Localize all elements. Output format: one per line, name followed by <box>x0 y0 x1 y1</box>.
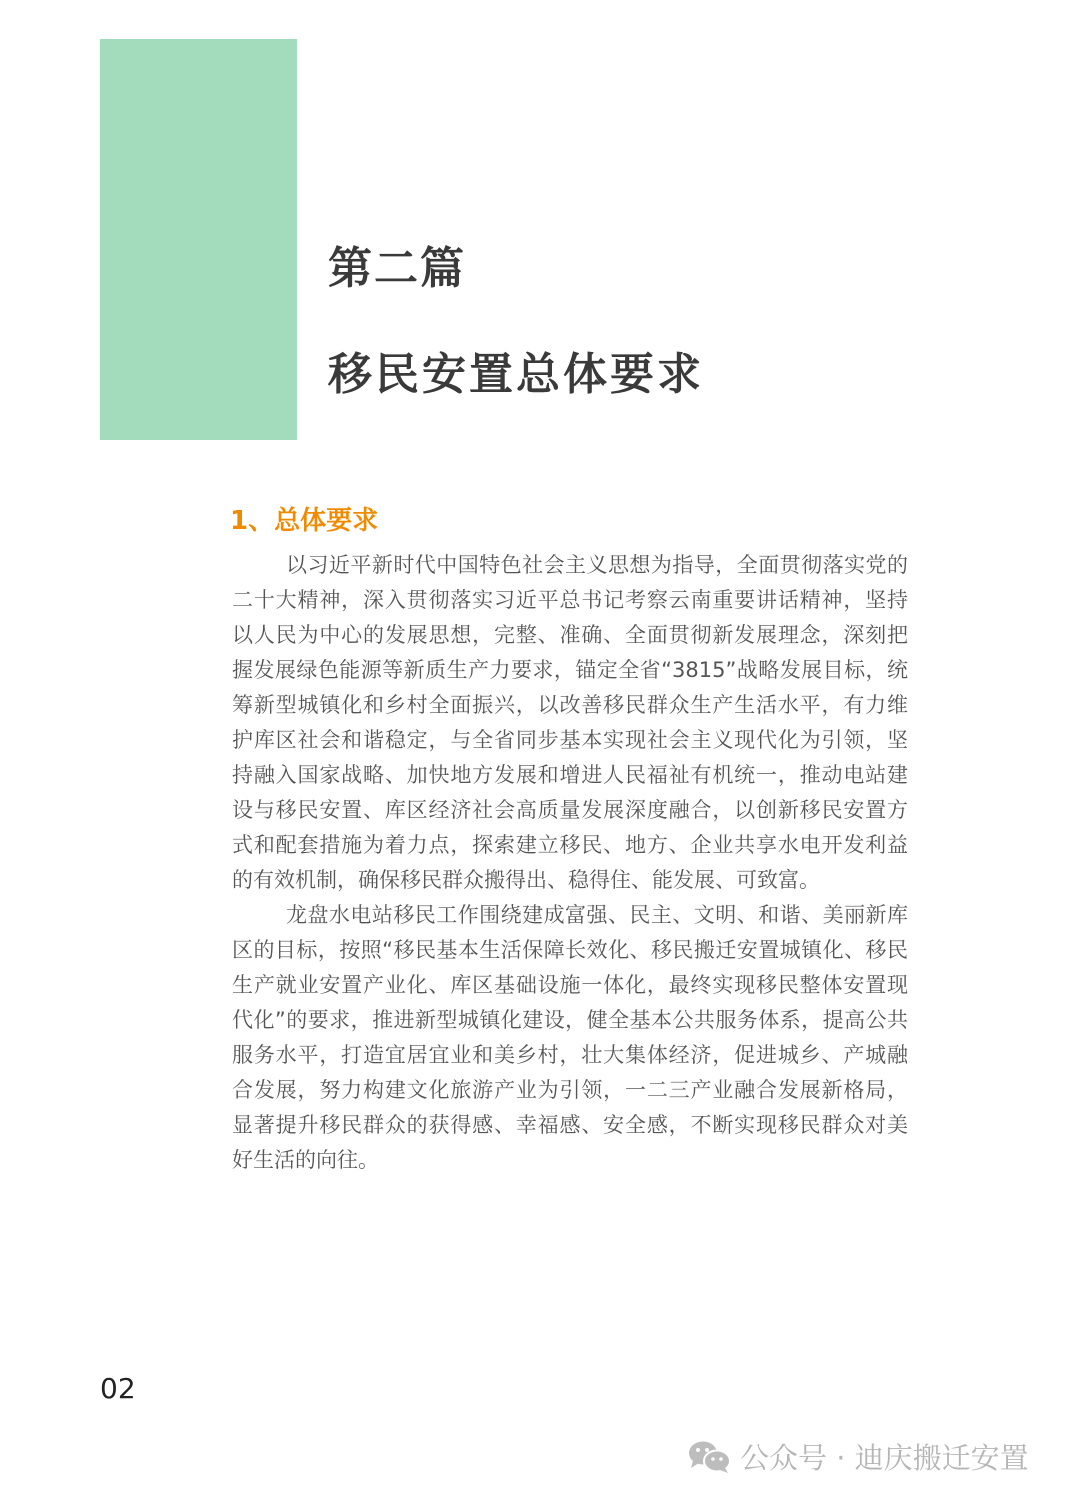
paragraph-line: 的有效机制，确保移民群众搬得出、稳得住、能发展、可致富。 <box>232 868 820 892</box>
paragraph-line: 式和配套措施为着力点，探索建立移民、地方、企业共享水电开发利益 <box>232 833 908 857</box>
paragraph-line: 生产就业安置产业化、库区基础设施一体化，最终实现移民整体安置现 <box>232 973 908 997</box>
part-title: 第二篇 <box>328 243 466 294</box>
paragraph-line: 代化”的要求，推进新型城镇化建设，健全基本公共服务体系，提高公共 <box>232 1008 908 1032</box>
decorative-green-block <box>100 39 297 440</box>
paragraph-line: 服务水平，打造宜居宜业和美乡村，壮大集体经济，促进城乡、产城融 <box>232 1043 908 1067</box>
paragraph-line: 合发展，努力构建文化旅游产业为引领，一二三产业融合发展新格局， <box>232 1078 908 1102</box>
wechat-icon <box>688 1440 732 1474</box>
paragraph-line: 筹新型城镇化和乡村全面振兴，以改善移民群众生产生活水平，有力维 <box>232 693 908 717</box>
paragraph-line: 持融入国家战略、加快地方发展和增进人民福祉有机统一，推动电站建 <box>232 763 908 787</box>
paragraph-line: 以习近平新时代中国特色社会主义思想为指导，全面贯彻落实党的 <box>286 553 908 577</box>
page-number: 02 <box>100 1372 136 1405</box>
paragraph-line: 二十大精神，深入贯彻落实习近平总书记考察云南重要讲话精神，坚持 <box>232 588 908 612</box>
body-text <box>232 548 908 1178</box>
section-heading: 1、总体要求 <box>230 506 379 536</box>
paragraph-line: 握发展绿色能源等新质生产力要求，锚定全省“3815”战略发展目标，统 <box>232 658 908 682</box>
paragraph-line: 护库区社会和谐稳定，与全省同步基本实现社会主义现代化为引领，坚 <box>232 728 908 752</box>
paragraph-line: 以人民为中心的发展思想，完整、准确、全面贯彻新发展理念，深刻把 <box>232 623 908 647</box>
footer-label: 公众号 · 迪庆搬迁安置 <box>740 1441 1029 1475</box>
paragraph-line: 设与移民安置、库区经济社会高质量发展深度融合，以创新移民安置方 <box>232 798 908 822</box>
paragraph-line: 好生活的向往。 <box>232 1148 379 1172</box>
footer-watermark <box>688 1436 1029 1477</box>
paragraph-line: 龙盘水电站移民工作围绕建成富强、民主、文明、和谐、美丽新库 <box>286 903 908 927</box>
chapter-title: 移民安置总体要求 <box>328 349 704 400</box>
paragraph-line: 显著提升移民群众的获得感、幸福感、安全感，不断实现移民群众对美 <box>232 1113 908 1137</box>
paragraph-line: 区的目标，按照“移民基本生活保障长效化、移民搬迁安置城镇化、移民 <box>232 938 908 962</box>
